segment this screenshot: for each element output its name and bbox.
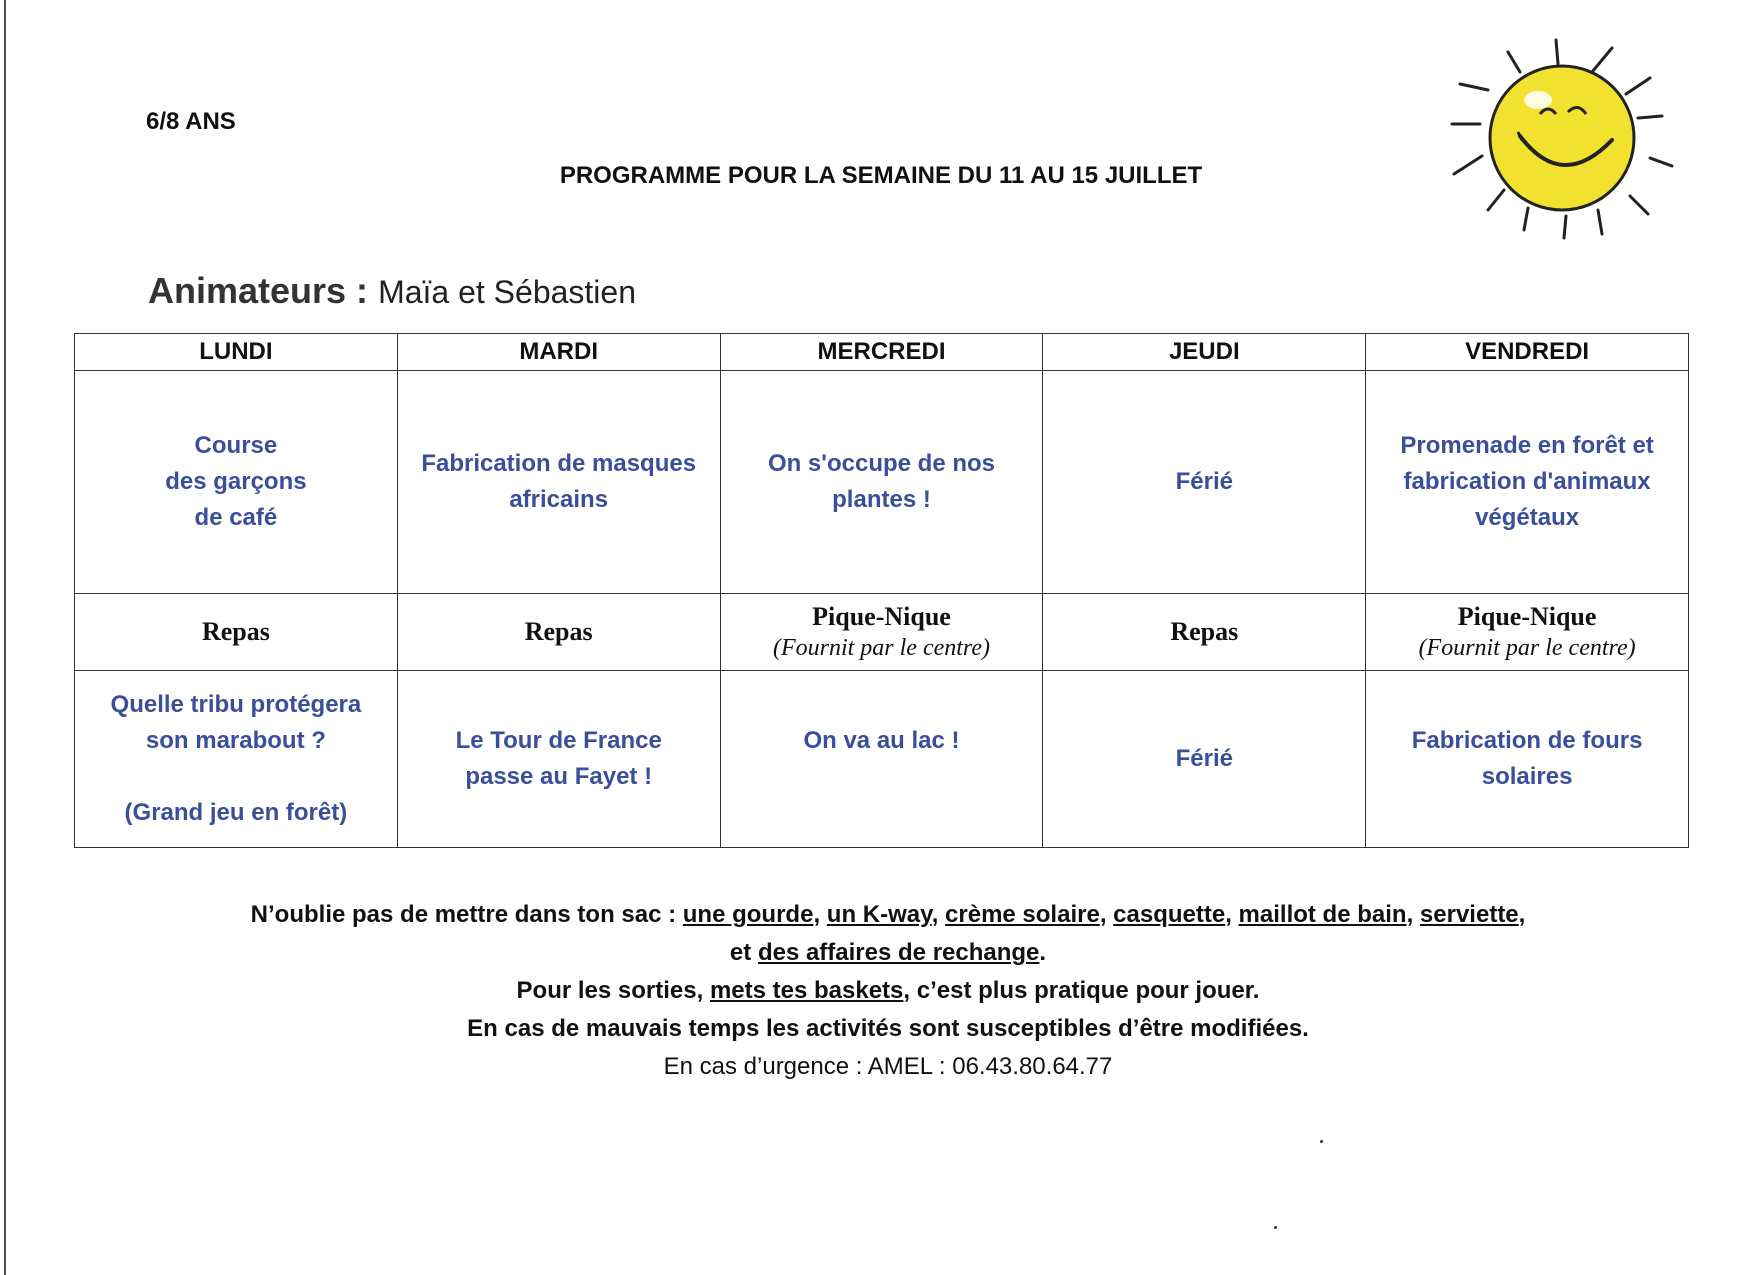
day-header: JEUDI	[1043, 334, 1366, 371]
page-title: PROGRAMME POUR LA SEMAINE DU 11 AU 15 JUILLET	[559, 162, 1203, 189]
animateurs-line	[148, 270, 636, 312]
meal-label: Repas	[524, 617, 593, 646]
meal-row	[75, 594, 1689, 671]
meal-label: Repas	[201, 617, 270, 646]
packing-intro: N’oublie pas de mettre dans ton sac :	[250, 901, 683, 928]
line-gap	[81, 759, 391, 795]
meal-label: Pique-Nique	[812, 602, 951, 631]
day-header: MARDI	[397, 334, 720, 371]
meal-label: Pique-Nique	[1457, 602, 1597, 631]
activity-text: passe au Fayet !	[465, 763, 653, 790]
activity-text: son marabout ?	[145, 727, 326, 754]
meal-cell	[1366, 594, 1689, 671]
packing-list-line: N’oublie pas de mettre dans ton sac : une gourde, un K-way, crème solaire, casquette, maillot de bain, serviette,	[250, 901, 1526, 928]
emergency-contact: En cas d’urgence : AMEL : 06.43.80.64.77	[663, 1053, 1113, 1080]
afternoon-activity-cell	[397, 671, 720, 848]
activity-text: Quelle tribu protégera	[110, 691, 362, 718]
packing-item: serviette	[1419, 901, 1519, 928]
weekly-program-table	[74, 333, 1689, 848]
activity-text: On va au lac !	[803, 727, 960, 754]
activity-text: de café	[194, 504, 278, 531]
meal-cell	[1043, 594, 1366, 671]
activity-text: fabrication d'animaux	[1403, 468, 1651, 495]
animateurs-label: Animateurs :	[148, 270, 369, 311]
weather-notice: En cas de mauvais temps les activités sont susceptibles d’être modifiées.	[467, 1015, 1309, 1042]
meal-cell	[75, 594, 398, 671]
activity-text: On s'occupe de nos	[767, 450, 996, 477]
packing-item: casquette	[1113, 901, 1226, 928]
age-group: 6/8 ANS	[146, 108, 236, 135]
afternoon-activity-cell	[1366, 671, 1689, 848]
packing-list-line-2: et des affaires de rechange.	[729, 939, 1047, 966]
meal-cell	[720, 594, 1043, 671]
activity-text: solaires	[1481, 763, 1573, 790]
animateurs-names: Maïa et Sébastien	[378, 274, 636, 310]
morning-activity-cell	[720, 371, 1043, 594]
scan-speck	[1320, 1140, 1323, 1143]
packing-item: des affaires de rechange	[757, 939, 1040, 966]
afternoon-row	[75, 671, 1689, 848]
afternoon-activity-cell	[75, 671, 398, 848]
day-header: MERCREDI	[720, 334, 1043, 371]
morning-activity-cell	[1043, 371, 1366, 594]
meal-note: (Fournit par le centre)	[1418, 635, 1636, 661]
day-header: VENDREDI	[1366, 334, 1689, 371]
packing-item: maillot de bain	[1238, 901, 1407, 928]
packing-item: crème solaire	[945, 901, 1100, 928]
activity-text: Promenade en forêt et	[1400, 432, 1654, 459]
day-header: LUNDI	[75, 334, 398, 371]
morning-activity-cell	[1366, 371, 1689, 594]
activity-text: Fabrication de masques	[421, 450, 697, 477]
activity-text: africains	[509, 486, 609, 513]
morning-activity-cell	[75, 371, 398, 594]
activity-text: Férié	[1175, 468, 1233, 495]
outings-intro: Pour les sorties,	[516, 977, 710, 1004]
packing-item: un K-way	[826, 901, 932, 928]
activity-text: (Grand jeu en forêt)	[124, 799, 348, 826]
activity-text: plantes !	[832, 486, 931, 513]
smiling-sun-icon	[1440, 34, 1690, 244]
days-header-row	[75, 334, 1689, 371]
activity-text: des garçons	[165, 468, 307, 495]
meal-cell	[397, 594, 720, 671]
afternoon-activity-cell	[1043, 671, 1366, 848]
scan-speck	[1274, 1226, 1277, 1229]
activity-text: Le Tour de France	[455, 727, 662, 754]
activity-text: Férié	[1175, 745, 1233, 772]
morning-row	[75, 371, 1689, 594]
outings-suffix: , c’est plus pratique pour jouer.	[903, 977, 1260, 1004]
outings-line	[24, 972, 1752, 1010]
activity-text: végétaux	[1475, 504, 1580, 531]
packing-item: une gourde	[682, 901, 814, 928]
activity-text: Course	[194, 432, 278, 459]
afternoon-activity-cell	[720, 671, 1043, 848]
meal-label: Repas	[1170, 617, 1239, 646]
line-gap	[727, 759, 1037, 795]
outings-item: mets tes baskets	[709, 977, 904, 1004]
footer-notes	[0, 896, 1752, 1086]
packing-and: et	[729, 939, 758, 966]
morning-activity-cell	[397, 371, 720, 594]
activity-text: Fabrication de fours	[1411, 727, 1643, 754]
meal-note: (Fournit par le centre)	[772, 635, 991, 661]
